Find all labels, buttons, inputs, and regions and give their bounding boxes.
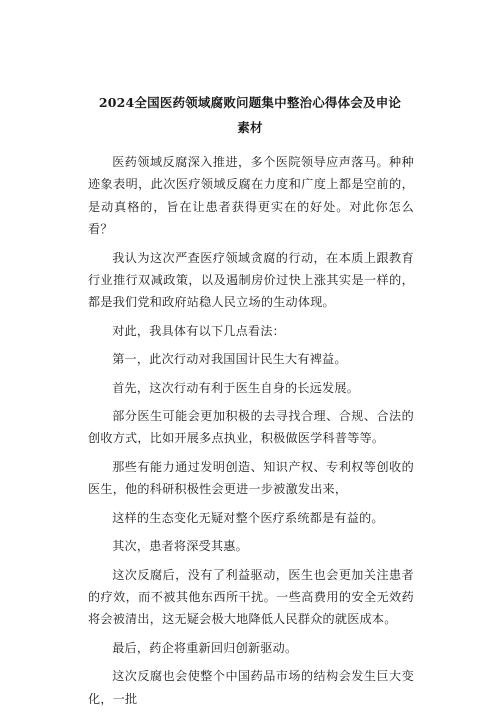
paragraph: 最后，药企将重新回归创新驱动。 <box>112 640 298 655</box>
paragraph: 第一，此次行动对我国国计民生大有裨益。 <box>112 352 347 367</box>
paragraph: 这次反腐后，没有了利益驱动，医生也会更加关注患者的疗效，而不被其他东西所干扰。一些高费用的安全无效药将会被清出，这无疑会极大地降低人民群众的就医成本。 <box>88 567 414 627</box>
paragraph: 对此，我具体有以下几点看法： <box>112 323 286 338</box>
paragraph: 那些有能力通过发明创造、知识产权、专利权等创收的医生，他的科研积极性会更进一步被激发出来， <box>88 459 414 497</box>
document-title-line-1: 2024全国医药领域腐败问题集中整治心得体会及申论 <box>98 95 402 110</box>
paragraph: 我认为这次严查医疗领域贪腐的行动，在本质上跟教育行业推行双减政策，以及遏制房价过快上涨其实是一样的，都是我们党和政府站稳人民立场的生动体现。 <box>88 250 414 310</box>
paragraph: 其次，患者将深受其惠。 <box>112 539 248 554</box>
paragraph: 首先，这次行动有利于医生自身的长远发展。 <box>112 380 360 395</box>
document-body <box>88 151 414 716</box>
paragraph: 这次反腐也会使整个中国药品市场的结构会发生巨大变化，一批 <box>88 669 414 706</box>
paragraph: 部分医生可能会更加积极的去寻找合理、合规、合法的创收方式，比如开展多点执业，积极做医学科普等等。 <box>88 409 414 446</box>
paragraph: 这样的生态变化无疑对整个医疗系统都是有益的。 <box>112 510 384 525</box>
paragraph: 医药领域反腐深入推进，多个医院领导应声落马。种种迹象表明，此次医疗领域反腐在力度和广度上都是空前的，是动真格的，旨在让患者获得更实在的好处。对此你怎么看？ <box>88 155 414 237</box>
document-title-line-2: 素材 <box>237 120 263 135</box>
